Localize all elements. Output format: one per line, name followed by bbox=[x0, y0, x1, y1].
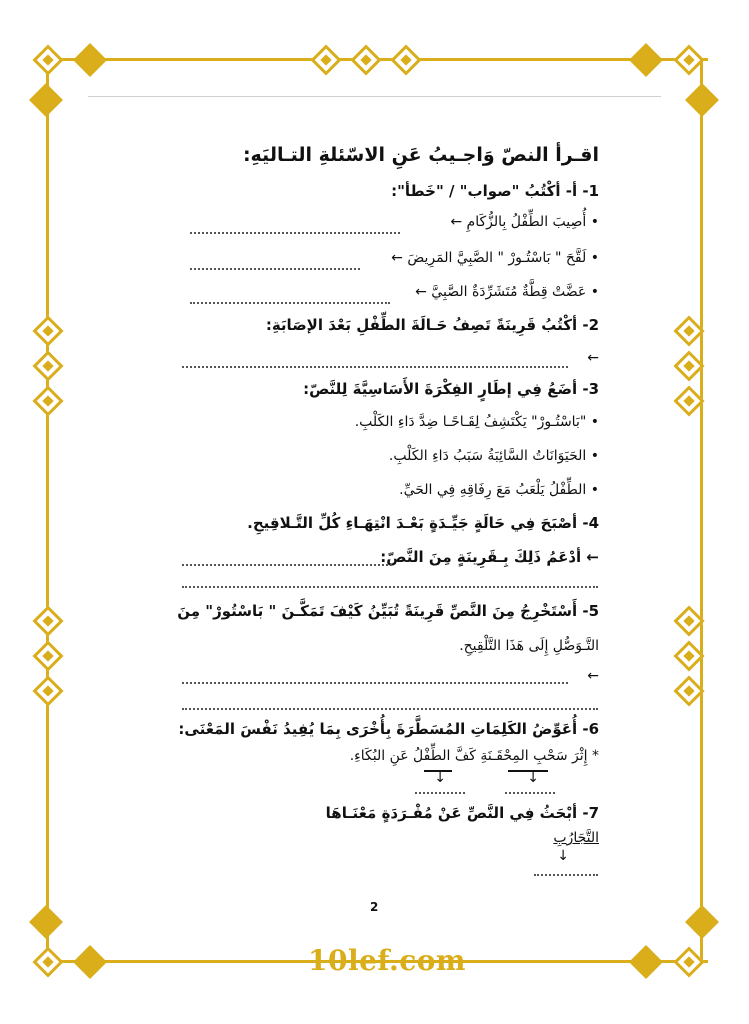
ornament-icon bbox=[685, 83, 719, 117]
ornament-icon bbox=[32, 946, 63, 977]
q6-heading: 6- أُعَوِّضُ الكَلِمَاتِ المُسَطَّرَةَ بِأُخْرَى بِمَا يُفِيدُ نَفْسَ المَعْنَى: bbox=[178, 720, 599, 738]
answer-line bbox=[182, 366, 568, 368]
q5-heading: 5- أَسْتَخْرِجُ مِنَ النَّصِّ قَرِينَةً تُبَيِّنُ كَيْفَ تَمَكَّـنَ " بَاسْتُورْ" مِنَ bbox=[177, 602, 599, 620]
q1-item: • عَضَّتْ قِطَّةٌ مُتَشَرِّدَةٌ الصَّبِيَّ ← bbox=[415, 284, 599, 300]
q7-heading: 7- أبْحَثُ فِي النَّصِّ عَنْ مُفْـرَدَةٍ مَعْنَـاهَا bbox=[325, 804, 599, 822]
ornament-icon bbox=[29, 83, 63, 117]
q3-option: • الحَيَوَانَاتُ السَّائِبَةُ سَبَبُ دَاءِ الكَلْبِ. bbox=[388, 448, 599, 464]
ornament-icon bbox=[390, 44, 421, 75]
ornament-icon bbox=[685, 905, 719, 939]
ornament-icon bbox=[32, 350, 63, 381]
q3-option: • الطِّفْلُ يَلْعَبُ مَعَ رِفَاقِهِ فِي الحَيِّ. bbox=[399, 482, 599, 498]
answer-line bbox=[182, 564, 392, 566]
q7-word: التَّجَارُبِ bbox=[553, 830, 599, 846]
header-divider bbox=[88, 96, 661, 97]
frame-left-line bbox=[46, 60, 49, 962]
q6-sentence: * إِثْرَ سَحْبِ المِحْقَـنَةِ كَفَّ الطِّفْلُ عَنِ البُكَاءِ. bbox=[349, 748, 599, 764]
answer-line bbox=[505, 792, 555, 794]
down-arrow-icon: ↓ bbox=[557, 848, 569, 864]
q3-option: • "بَاسْتُـورْ" يَكْتَشِفُ لِقَـاحًـا ضِدَّ دَاءِ الكَلْبِ. bbox=[354, 414, 599, 430]
ornament-icon bbox=[32, 385, 63, 416]
ornament-icon bbox=[73, 43, 107, 77]
q3-heading: 3- أضَعُ فِي إطَارٍ الفِكْرَةَ الأَسَاسِيَّةَ لِلنَّصّ: bbox=[303, 380, 599, 398]
ornament-icon bbox=[32, 605, 63, 636]
frame-right-line bbox=[700, 60, 703, 962]
site-watermark: 10lef.com bbox=[308, 944, 467, 977]
ornament-icon bbox=[350, 44, 381, 75]
ornament-icon bbox=[73, 945, 107, 979]
q1-item: • أُصِيبَ الطِّفْلُ بِالزُّكَامِ ← bbox=[450, 214, 599, 230]
answer-line bbox=[182, 708, 598, 710]
q5-continuation: التَّـوَصُّلِ إِلَى هَذَا التَّلْقِيحِ. bbox=[459, 638, 599, 654]
answer-line bbox=[182, 586, 598, 588]
q4-heading: 4- أصْبَحَ فِي حَالَةٍ جَيِّـدَةٍ بَعْـدَ انْتِهَـاءِ كُلِّ التَّـلاقِيحِ. bbox=[247, 514, 599, 532]
ornament-icon bbox=[310, 44, 341, 75]
ornament-icon bbox=[32, 675, 63, 706]
q1-item: • لَقَّحَ " بَاسْتُـورْ " الصَّبِيَّ المَرِيضَ ← bbox=[391, 250, 599, 266]
answer-line bbox=[190, 302, 390, 304]
ornament-icon bbox=[32, 44, 63, 75]
page-title: اقـرأ النصّ وَاجـيبُ عَنِ الاسّئلةِ التـاليَهِ: bbox=[242, 144, 599, 166]
answer-line bbox=[182, 682, 568, 684]
ornament-icon bbox=[29, 905, 63, 939]
ornament-icon bbox=[629, 945, 663, 979]
answer-line bbox=[415, 792, 465, 794]
q2-heading: 2- أكْتُبُ قَرِينَةً تَصِفُ حَـالَةَ الطِّفْلِ بَعْدَ الإصَابَةِ: bbox=[265, 316, 599, 334]
answer-line bbox=[534, 874, 598, 876]
ornament-icon bbox=[32, 640, 63, 671]
down-arrow-icon: ↓ bbox=[434, 770, 446, 786]
ornament-icon bbox=[629, 43, 663, 77]
q1-heading: 1- أ- أكْتُبُ "صواب" / "خَطأ": bbox=[391, 182, 599, 200]
q2-arrow: ← bbox=[587, 350, 599, 366]
ornament-icon bbox=[32, 315, 63, 346]
page-number: 2 bbox=[370, 900, 379, 914]
down-arrow-icon: ↓ bbox=[527, 770, 539, 786]
answer-line bbox=[190, 232, 400, 234]
answer-line bbox=[190, 268, 360, 270]
q4-sub: ← أدْعَمُ ذَلِكَ بِـقَرِينَةٍ مِنَ النَّصّ: bbox=[380, 548, 599, 566]
q5-arrow: ← bbox=[587, 668, 599, 684]
